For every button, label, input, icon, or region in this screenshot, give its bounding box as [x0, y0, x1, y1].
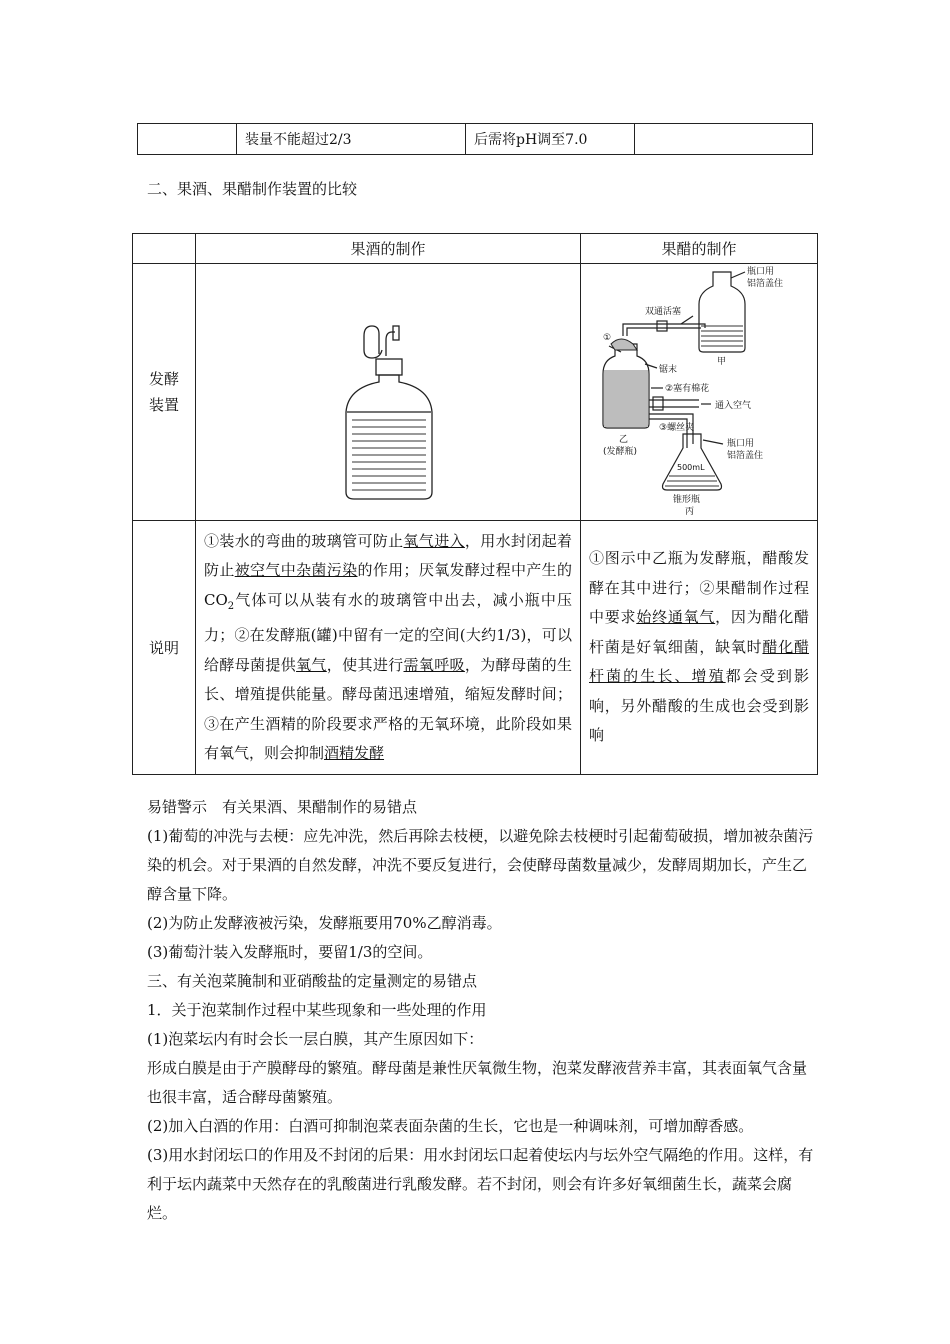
wine-apparatus-cell — [196, 264, 581, 521]
bottle-stopper-icon — [376, 359, 402, 375]
header-empty-cell — [133, 234, 196, 264]
header-vinegar: 果醋的制作 — [581, 234, 818, 264]
wine-note-text-2: ，用水封闭起着防止 — [204, 531, 572, 579]
top-table-cell-2: 装量不能超过2/3 — [237, 124, 466, 155]
vinegar-apparatus-cell — [581, 264, 818, 521]
top-table-cell-1 — [138, 124, 237, 155]
label-bottle-cap-2: 铝箔盖住 — [747, 279, 784, 289]
label-screw-clamp: ③螺丝夹 — [659, 423, 695, 433]
wine-note-underline-4: 需氧呼吸 — [403, 655, 465, 674]
label-conical-flask: 锥形瓶 — [673, 495, 701, 505]
section-2-title: 二、果酒、果醋制作装置的比较 — [147, 180, 358, 198]
label-bing: 丙 — [685, 507, 695, 516]
label-two-way-valve: 双通活塞 — [645, 307, 682, 317]
vinegar-note-text-1: ①图示中乙瓶为发酵瓶，醋酸发酵在其中进行；②果醋制作过程中要求 — [589, 549, 809, 627]
label-sawdust: 锯末 — [659, 365, 678, 375]
vinegar-apparatus-diagram — [581, 264, 817, 516]
label-jia: 甲 — [717, 357, 727, 367]
two-way-valve-icon — [657, 321, 667, 331]
fermentation-bottle-icon — [346, 375, 432, 499]
wine-note-text-4: 气体可以从装有水的玻璃管中出去，减小瓶中压力；②在发酵瓶(罐)中留有一定的空间(大约1/3)，可以给酵母菌提供 — [204, 590, 572, 674]
top-table-cell-3: 后需将pH调至7.0 — [466, 124, 635, 155]
paragraph-6: (2)加入白酒的作用：白酒可抑制泡菜表面杂菌的生长，它也是一种调味剂，可增加醇香感。 — [147, 1117, 754, 1135]
label-circle-1: ① — [603, 333, 612, 343]
wine-note-underline-3: 氧气 — [296, 655, 327, 674]
row-label-notes: 说明 — [133, 521, 196, 775]
paragraph-1: (1)葡萄的冲洗与去梗：应先冲洗，然后再除去枝梗，以避免除去枝梗时引起葡萄破损，增加被杂菌污染的机会。对于果酒的自然发酵，冲洗不要反复进行，会使酵母菌数量减少，发酵周期加长，产生乙醇含量下降。 — [147, 827, 814, 903]
wine-note-text-6: ，为酵母菌的生长、增殖提供能量。酵母菌迅速增殖，缩短发酵时间；③在产生酒精的阶段要求严格的无氧环境，此阶段如果有氧气，则会抑制 — [204, 655, 572, 762]
label-bottle-cap: 瓶口用 — [747, 267, 775, 277]
subsection-1-title: 1．关于泡菜制作过程中某些现象和一些处理的作用 — [147, 1001, 487, 1019]
paragraph-7: (3)用水封闭坛口的作用及不封闭的后果：用水封闭坛口起着使坛内与坛外空气隔绝的作用。这样，有利于坛内蔬菜中天然存在的乳酸菌进行乳酸发酵。若不封闭，则会有许多好氧细菌生长，蔬菜会腐烂。 — [147, 1146, 814, 1222]
bottle-jia-icon — [699, 272, 745, 352]
paragraph-2: (2)为防止发酵液被污染，发酵瓶要用70%乙醇消毒。 — [147, 914, 502, 932]
paragraph-5: 形成白膜是由于产膜酵母的繁殖。酵母菌是兼性厌氧微生物，泡菜发酵液营养丰富，其表面氧气含量也很丰富，适合酵母菌繁殖。 — [147, 1059, 808, 1106]
label-cotton-plug: ②塞有棉花 — [665, 384, 710, 394]
label-flask-cap-2: 铝箔盖住 — [727, 451, 764, 461]
paragraph-3: (3)葡萄汁装入发酵瓶时，要留1/3的空间。 — [147, 943, 433, 961]
label-air-inlet: 通入空气 — [715, 401, 752, 411]
row-label-apparatus — [133, 264, 196, 521]
wine-note-underline-5: 酒精发酵 — [324, 744, 385, 762]
wine-note — [196, 521, 581, 775]
comparison-table — [132, 233, 818, 775]
water-seal-tube-icon — [364, 326, 382, 358]
vinegar-note-text-3: 都会受到影响，另外醋酸的生成也会受到影响 — [589, 667, 809, 745]
co2-subscript: 2 — [227, 600, 235, 612]
wine-note-text-1: ①装水的弯曲的玻璃管可防止 — [204, 531, 404, 550]
label-500ml: 500mL — [677, 463, 705, 472]
header-wine: 果酒的制作 — [196, 234, 581, 264]
label-fermentation-bottle: (发酵瓶) — [603, 447, 638, 457]
label-yi: 乙 — [619, 435, 629, 445]
section-3-title: 三、有关泡菜腌制和亚硝酸盐的定量测定的易错点 — [147, 972, 478, 990]
paragraph-warning-title: 易错警示 有关果酒、果醋制作的易错点 — [147, 798, 418, 816]
top-table-cell-4 — [635, 124, 813, 155]
top-table-fragment — [137, 123, 813, 155]
label-flask-cap: 瓶口用 — [727, 439, 755, 449]
wine-note-underline-2: 被空气中杂菌污染 — [234, 561, 358, 579]
wine-note-underline-1: 氧气进入 — [403, 531, 465, 550]
vinegar-note-underline-1: 始终通氧气 — [636, 608, 716, 627]
vinegar-note-text-2: ，因为醋化醋杆菌是好氧细菌，缺氧时 — [589, 608, 809, 656]
wine-note-text-5: ，使其进行 — [326, 655, 404, 674]
vinegar-note — [581, 521, 818, 775]
row-label-apparatus-line2: 装置 — [148, 396, 179, 414]
paragraph-4: (1)泡菜坛内有时会长一层白膜，其产生原因如下： — [147, 1030, 484, 1048]
vinegar-note-underline-2: 醋化醋杆菌的生长、增殖 — [589, 637, 809, 686]
wine-bottle-diagram — [196, 264, 580, 516]
row-label-apparatus-line1: 发酵 — [148, 370, 179, 388]
wine-note-text-3: 的作用；厌氧发酵过程中产生的CO — [204, 561, 572, 609]
